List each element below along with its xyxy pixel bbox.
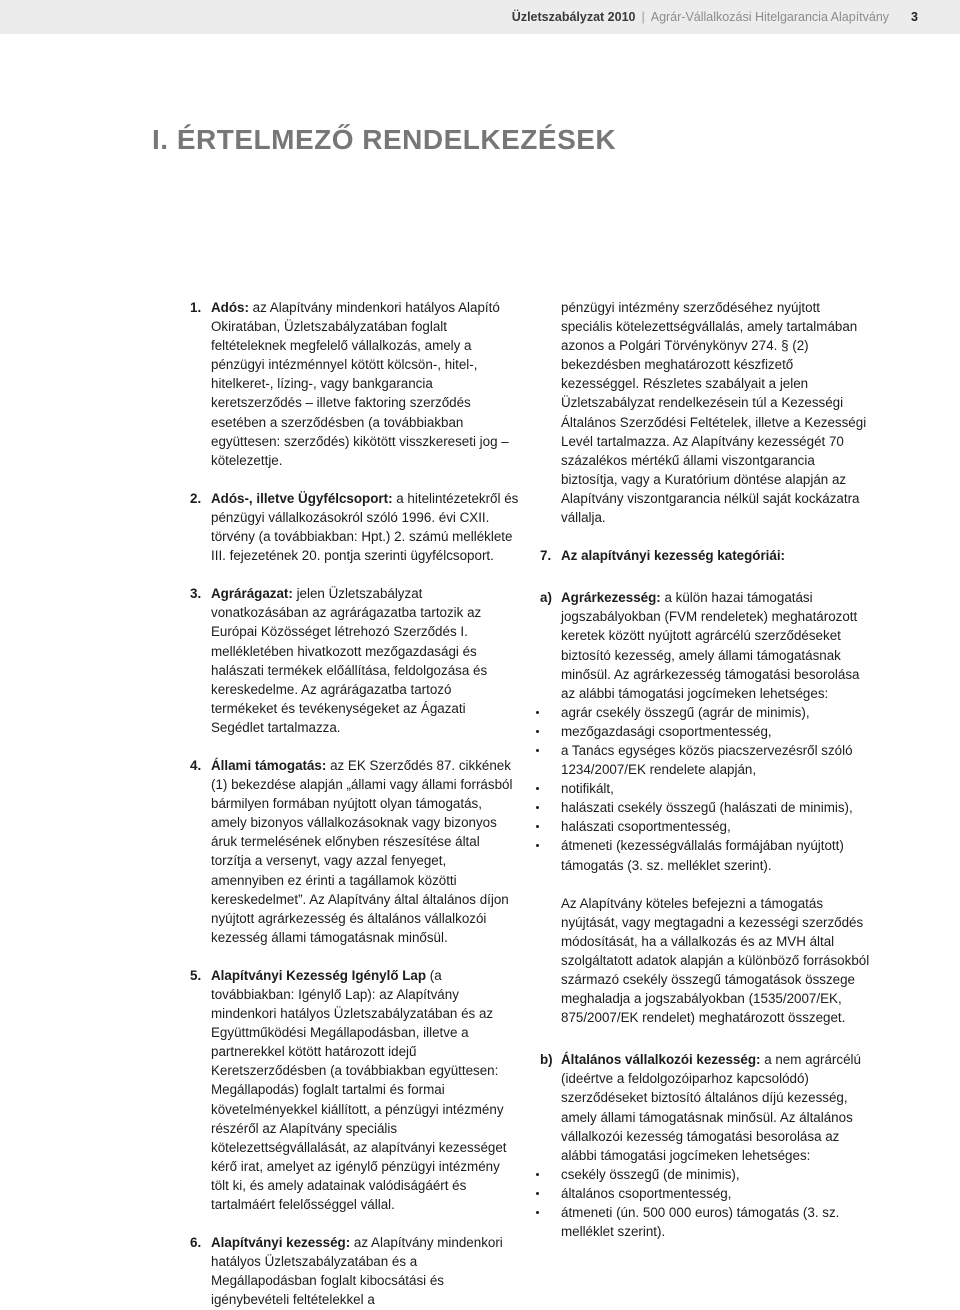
right-column xyxy=(540,298,870,1241)
definition-term: Adós-, illetve Ügyfélcsoport: xyxy=(211,490,393,506)
subitem-term: Általános vállalkozói kezesség: xyxy=(561,1052,761,1068)
definition-text xyxy=(211,489,520,565)
list-item: átmeneti (ún. 500 000 euros) támogatás (3. sz. melléklet szerint). xyxy=(561,1203,870,1241)
item-number: 4. xyxy=(190,757,202,773)
list-item: átmeneti (kezességvállalás formájában nyújtott) támogatás (3. sz. melléklet szerint). xyxy=(561,836,870,874)
definition-term: Az alapítványi kezesség kategóriái: xyxy=(561,548,786,564)
subitem-text xyxy=(561,588,870,703)
definition-term: Agrárágazat: xyxy=(211,586,293,602)
definition-body: az EK Szerződés 87. cikkének (1) bekezdése alapján „állami vagy állami forrásból bármilyen formában nyújtott olyan támogatás, amely bizonyos vállalkozásoknak vagy bizonyos áruk termelésének előnyben részesítése által torzítja a versenyt, vagy azzal fenyeget, amennyiben ez érinti a tagállamok közötti kereskedelmet”. Az Alapítvány által általános díjon nyújtott agrárkezesség és általános vállalkozói kezesség állami támogatásnak minősül. xyxy=(211,757,513,945)
definition-term: Alapítványi kezesség: xyxy=(211,1235,351,1251)
definition-item-2 xyxy=(190,489,520,565)
definition-text xyxy=(211,756,520,947)
definition-item-7 xyxy=(540,546,870,565)
document-subtitle: Agrár-Vállalkozási Hitelgarancia Alapítvány xyxy=(650,10,890,24)
section-title: I. ÉRTELMEZŐ RENDELKEZÉSEK xyxy=(152,124,617,155)
list-item: notifikált, xyxy=(561,779,870,798)
subitem-text xyxy=(561,1050,870,1165)
running-header xyxy=(0,0,960,34)
list-item: mezőgazdasági csoportmentesség, xyxy=(561,722,870,741)
subitem-term: Agrárkezesség: xyxy=(561,590,661,606)
header-text xyxy=(512,0,918,34)
definition-text xyxy=(211,966,520,1214)
definition-item-5 xyxy=(190,966,520,1214)
definition-text xyxy=(211,298,520,470)
item-number: 3. xyxy=(190,586,202,602)
definition-item-6 xyxy=(190,1233,520,1309)
definition-text xyxy=(561,546,870,565)
subitem-closing-text: Az Alapítvány köteles befejezni a támogatás nyújtását, vagy megtagadni a kezességi szerződés módosítását, ha a vállalkozás és az MVH által szolgáltatott adatok alapján a különböző forrásokból származó csekély összegű támogatások összege meghaladja a jogszabályokban (1535/2007/EK, 875/2007/EK rendelet) meghatározott összeget. xyxy=(561,895,870,1026)
page-number: 3 xyxy=(911,10,918,24)
definition-term: Állami támogatás: xyxy=(211,757,327,773)
definition-text xyxy=(211,584,520,737)
subitem-body: a külön hazai támogatási jogszabályokban (FVM rendeletek) meghatározott keretek között nyújtott agrárcélú szerződéseket biztosító kezesség, amely állami támogatásnak minősül. Az agrárkezesség támogatási besorolása az alábbi támogatási jogcímeken lehetséges: xyxy=(561,590,860,701)
definition-text xyxy=(211,1233,520,1309)
definition-item-1 xyxy=(190,298,520,470)
subitem-letter: b) xyxy=(540,1052,553,1068)
list-item: csekély összegű (de minimis), xyxy=(561,1165,870,1184)
continuation-text: pénzügyi intézmény szerződéséhez nyújtott speciális kötelezettségvállalás, amely tartalmában azonos a Polgári Törvénykönyv 274. § (2) bekezdésben meghatározott készfizető kezességgel. Részletes szabályait a jelen Üzletszabályzat rendelkezésein túl a Kezességi Általános Szerződési Feltételek, illetve a Kezességi Levél tartalmazza. Az Alapítvány kezességét 70 százalékos mértékű állami viszontgarancia biztosítja, vagy a Kuratórium döntése alapján az Alapítvány viszontgarancia nélkül saját kockázatra vállalja. xyxy=(561,300,867,526)
definition-body: (a továbbiakban: Igénylő Lap): az Alapítvány mindenkori hatályos Üzletszabályzatában és az Együttműködési Megállapodásban, illetve a partnerekkel kötött határozott idejű Keretszerződésben (a továbbiakban együttesen: Megállapodás) foglalt tartalmi és formai követelményekkel kiállított, a pénzügyi intézmény részéről az Alapítvány speciális kötelezettségvállalását, az alapítványi kezességet kérő irat, amelyet az igénylő pénzügyi intézmény tölt ki, és amely adatainak valódiságáért és tartalmáért felelősséggel vállal. xyxy=(211,967,507,1213)
list-item: agrár csekély összegű (agrár de minimis), xyxy=(561,703,870,722)
definition-body: a hitelintézetekről és pénzügyi vállalkozásokról szóló 1996. évi CXII. törvény (a továbbiakban: Hpt.) 2. számú melléklete III. fejezetének 20. pontja szerinti ügyfélcsoport. xyxy=(211,490,519,564)
item-number: 6. xyxy=(190,1235,202,1251)
support-category-list xyxy=(561,703,870,875)
definition-item-4 xyxy=(190,756,520,947)
left-column xyxy=(190,298,520,1310)
subitem-letter: a) xyxy=(540,590,552,606)
header-separator: | xyxy=(641,10,645,24)
support-category-list xyxy=(561,1165,870,1241)
list-item: általános csoportmentesség, xyxy=(561,1184,870,1203)
subitem-a xyxy=(540,588,870,1027)
subitem-b xyxy=(540,1050,870,1241)
definition-term: Alapítványi Kezesség Igénylő Lap xyxy=(211,967,427,983)
subitem-body: a nem agrárcélú (ideértve a feldolgozóiparhoz kapcsolódó) szerződéseket biztosító általános díjú kezesség, amely állami támogatásnak minősül. Az általános vállalkozói kezesség támogatási besorolása az alábbi támogatási jogcímeken lehetséges: xyxy=(561,1052,861,1163)
definition-body: jelen Üzletszabályzat vonatkozásában az agrárágazatba tartozik az Európai Közösséget létrehozó Szerződés I. mellékletében hivatkozott mezőgazdasági és halászati termékek előállítása, feldolgozása és kereskedelme. Az agrárágazatba tartozó termékeket és tevékenységeket az Ágazati Segédlet tartalmazza. xyxy=(211,586,488,735)
item-number: 5. xyxy=(190,967,202,983)
definition-term: Adós: xyxy=(211,300,249,315)
item-number: 7. xyxy=(540,548,552,564)
document-title: Üzletszabályzat 2010 xyxy=(511,10,636,24)
definition-item-6-continued xyxy=(540,298,870,527)
definition-item-3 xyxy=(190,584,520,737)
list-item: halászati csoportmentesség, xyxy=(561,817,870,836)
definition-body: az Alapítvány mindenkori hatályos Üzletszabályzatában és a Megállapodásban foglalt kibocsátási és igénybevételi feltételekkel a xyxy=(211,1235,503,1308)
list-item: a Tanács egységes közös piacszervezésről szóló 1234/2007/EK rendelete alapján, xyxy=(561,741,870,779)
list-item: halászati csekély összegű (halászati de minimis), xyxy=(561,798,870,817)
item-number: 2. xyxy=(190,490,202,506)
item-number: 1. xyxy=(190,300,202,315)
definition-body: az Alapítvány mindenkori hatályos Alapító Okiratában, Üzletszabályzatában foglalt feltételeknek megfelelő vállalkozás, amely a pénzügyi intézménnyel kötött kölcsön-, hitel-, hitelkeret-, lízing-, vagy bankgarancia keretszerződés – illetve faktoring szerződés esetében a szerződésben (a továbbiakban együttesen: szerződés) kikötött visszkereseti jog – kötelezettje. xyxy=(211,300,509,468)
